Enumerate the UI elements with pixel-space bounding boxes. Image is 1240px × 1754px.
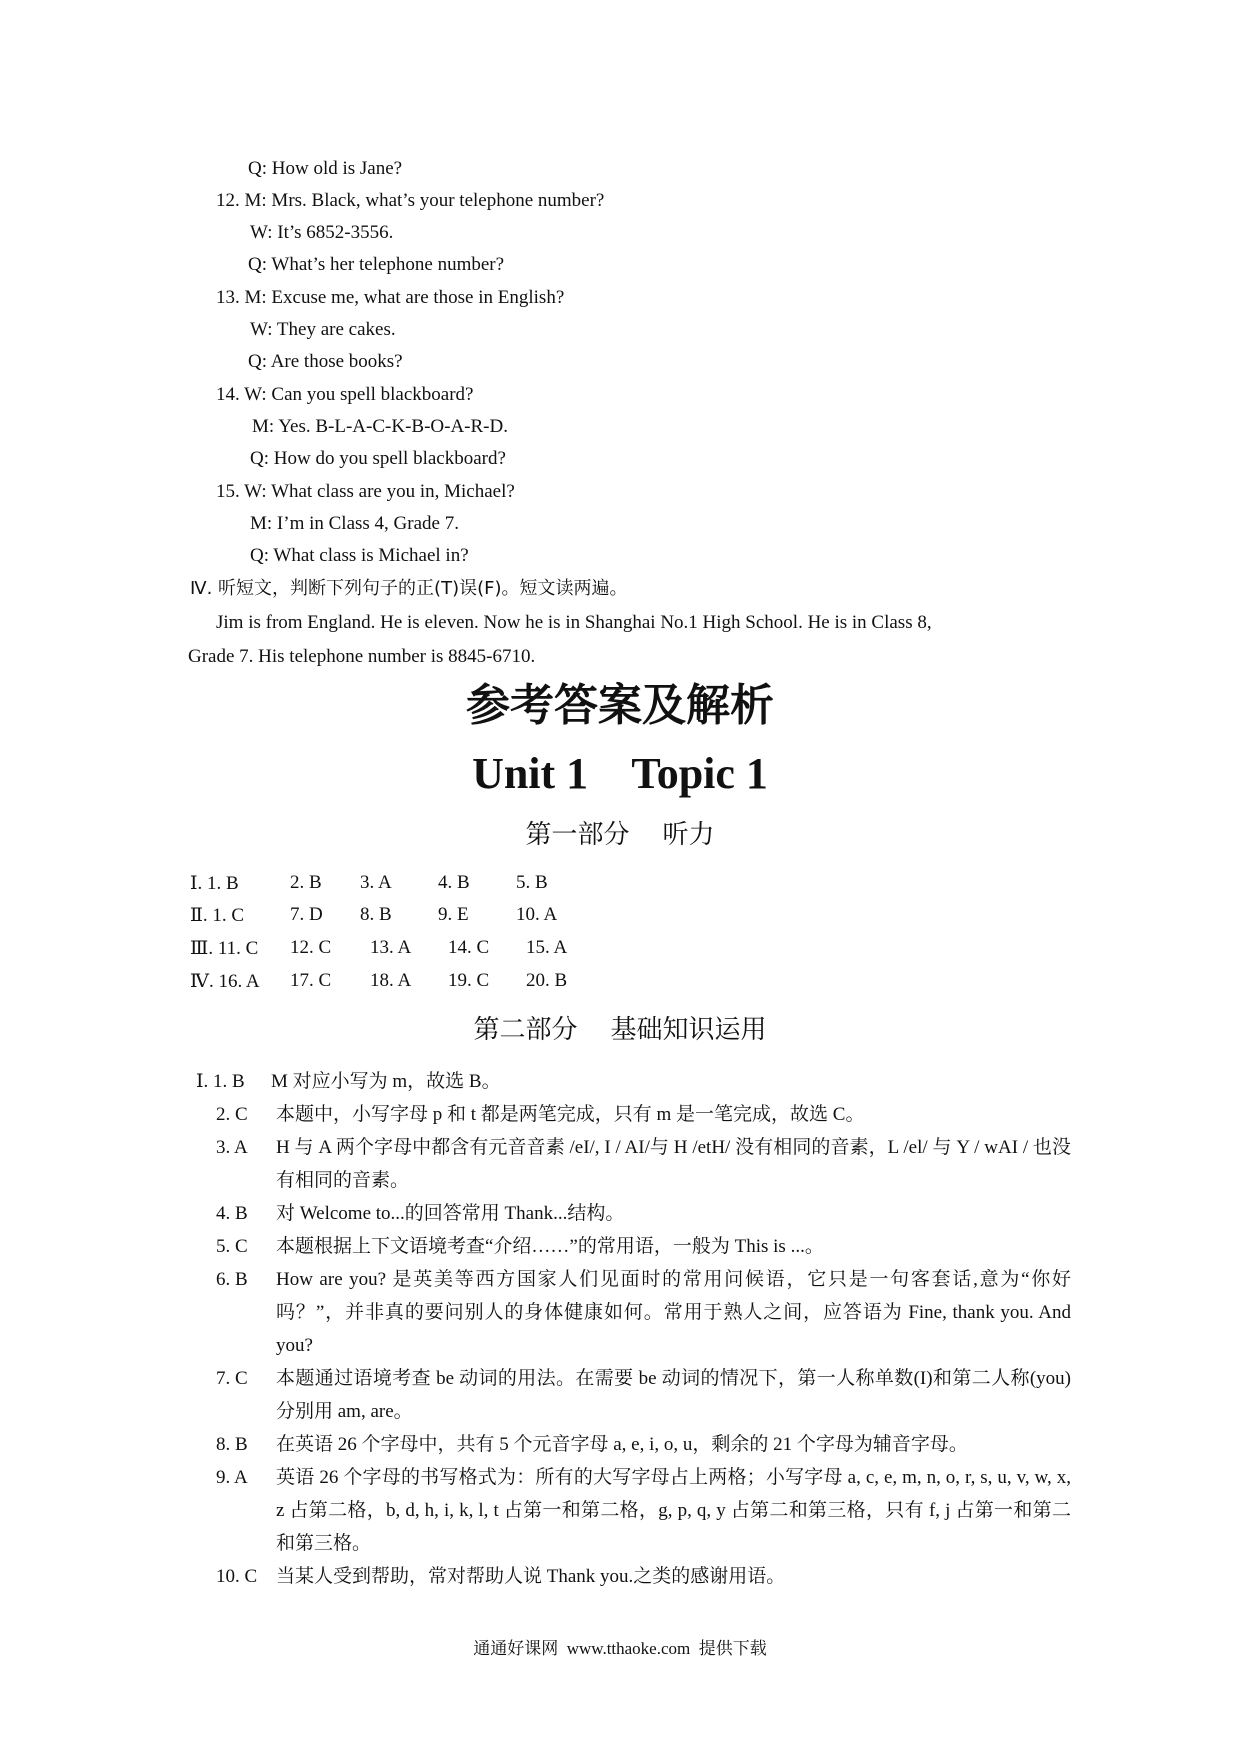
answer-item: 9. E — [438, 904, 469, 925]
explanation-number: 10. C — [216, 1566, 258, 1587]
transcript-line: 13. M: Excuse me, what are those in English? — [216, 287, 565, 308]
transcript-line: W: It’s 6852-3556. — [250, 222, 394, 243]
answer-item: 14. C — [448, 937, 490, 958]
answer-item: 12. C — [290, 937, 332, 958]
transcript-line: 14. W: Can you spell blackboard? — [216, 384, 474, 405]
explanation-text: 在英语 26 个字母中，共有 5 个元音字母 a, e, i, o, u，剩余的 21 个字母为辅音字母。 — [276, 1434, 968, 1455]
answer-item: 4. B — [438, 872, 470, 893]
answer-item: 3. A — [360, 872, 392, 893]
explanation-text: H 与 A 两个字母中都含有元音音素 /eI/, I / AI/与 H /etH/ 没有相同的音素，L /el/ 与 Y / wAI / 也没有相同的音素。 — [276, 1137, 1071, 1191]
explanation-number: 2. C — [216, 1104, 248, 1125]
explanation-number: 5. C — [216, 1236, 248, 1257]
transcript-line: Q: How old is Jane? — [248, 158, 403, 179]
part-heading: 第一部分 听力 — [525, 820, 715, 850]
answer-item: 18. A — [370, 970, 412, 991]
explanation-number: Ⅰ. 1. B — [196, 1071, 245, 1092]
transcript-line: Q: Are those books? — [248, 351, 403, 372]
footer-text: 通通好课网 www.tthaoke.com 提供下载 — [473, 1639, 767, 1658]
transcript-line: M: Yes. B-L-A-C-K-B-O-A-R-D. — [252, 416, 508, 437]
explanation-number: 6. B — [216, 1269, 248, 1290]
answer-key-title: 参考答案及解析 — [466, 680, 774, 731]
transcript-line: 12. M: Mrs. Black, what’s your telephone number? — [216, 190, 605, 211]
answer-item: 13. A — [370, 937, 412, 958]
answer-item: 10. A — [516, 904, 558, 925]
transcript-line: W: They are cakes. — [250, 319, 396, 340]
unit-title: Unit 1 Topic 1 — [472, 749, 768, 798]
answer-item: Ⅲ. 11. C — [190, 938, 259, 959]
explanation-text: 英语 26 个字母的书写格式为：所有的大写字母占上两格；小写字母 a, c, e, m, n, o, r, s, u, v, w, x, z 占第二格，b, d, h, i, k, l, t 占第一和第二格，g, p, q, y 占第二和第三格，只有 f, j 占第一和第二和第三格。 — [276, 1467, 1071, 1554]
explanation-text: 本题通过语境考查 be 动词的用法。在需要 be 动词的情况下，第一人称单数(I)和第二人称(you)分别用 am, are。 — [276, 1368, 1071, 1422]
answer-item: Ⅳ. 16. A — [190, 971, 260, 992]
explanation-text: 本题中，小写字母 p 和 t 都是两笔完成，只有 m 是一笔完成，故选 C。 — [276, 1104, 865, 1125]
answer-item: Ⅰ. 1. B — [190, 873, 239, 894]
answer-item: 15. A — [526, 937, 568, 958]
explanation-number: 8. B — [216, 1434, 248, 1455]
explanation-text: 当某人受到帮助，常对帮助人说 Thank you.之类的感谢用语。 — [276, 1566, 786, 1587]
explanation-number: 4. B — [216, 1203, 248, 1224]
transcript-line: Q: How do you spell blackboard? — [250, 448, 506, 469]
transcript-line: M: I’m in Class 4, Grade 7. — [250, 513, 459, 534]
part-heading: 第二部分 基础知识运用 — [473, 1015, 767, 1045]
explanation-number: 9. A — [216, 1467, 248, 1488]
explanation-text: M 对应小写为 m，故选 B。 — [271, 1071, 501, 1092]
passage-text: Grade 7. His telephone number is 8845-6710. — [188, 646, 536, 667]
explanation-number: 7. C — [216, 1368, 248, 1389]
answer-item: 17. C — [290, 970, 332, 991]
section-heading: Ⅳ. 听短文，判断下列句子的正(T)误(F)。短文读两遍。 — [190, 578, 628, 599]
answer-item: 2. B — [290, 872, 322, 893]
answer-item: Ⅱ. 1. C — [190, 905, 245, 926]
explanation-number: 3. A — [216, 1137, 248, 1158]
answer-item: 7. D — [290, 904, 323, 925]
transcript-line: Q: What class is Michael in? — [250, 545, 469, 566]
passage-text: Jim is from England. He is eleven. Now he is in Shanghai No.1 High School. He is in Class 8, — [216, 612, 932, 633]
explanation-text: 本题根据上下文语境考查“介绍……”的常用语，一般为 This is ...。 — [276, 1236, 824, 1257]
explanation-text: How are you? 是英美等西方国家人们见面时的常用问候语，它只是一句客套话,意为“你好吗？”，并非真的要问别人的身体健康如何。常用于熟人之间，应答语为 Fine, thank you. And you? — [276, 1269, 1071, 1356]
answer-item: 8. B — [360, 904, 392, 925]
answer-item: 19. C — [448, 970, 490, 991]
answer-item: 20. B — [526, 970, 568, 991]
explanation-text: 对 Welcome to...的回答常用 Thank...结构。 — [276, 1203, 625, 1224]
transcript-line: Q: What’s her telephone number? — [248, 254, 505, 275]
transcript-line: 15. W: What class are you in, Michael? — [216, 481, 515, 502]
answer-item: 5. B — [516, 872, 548, 893]
